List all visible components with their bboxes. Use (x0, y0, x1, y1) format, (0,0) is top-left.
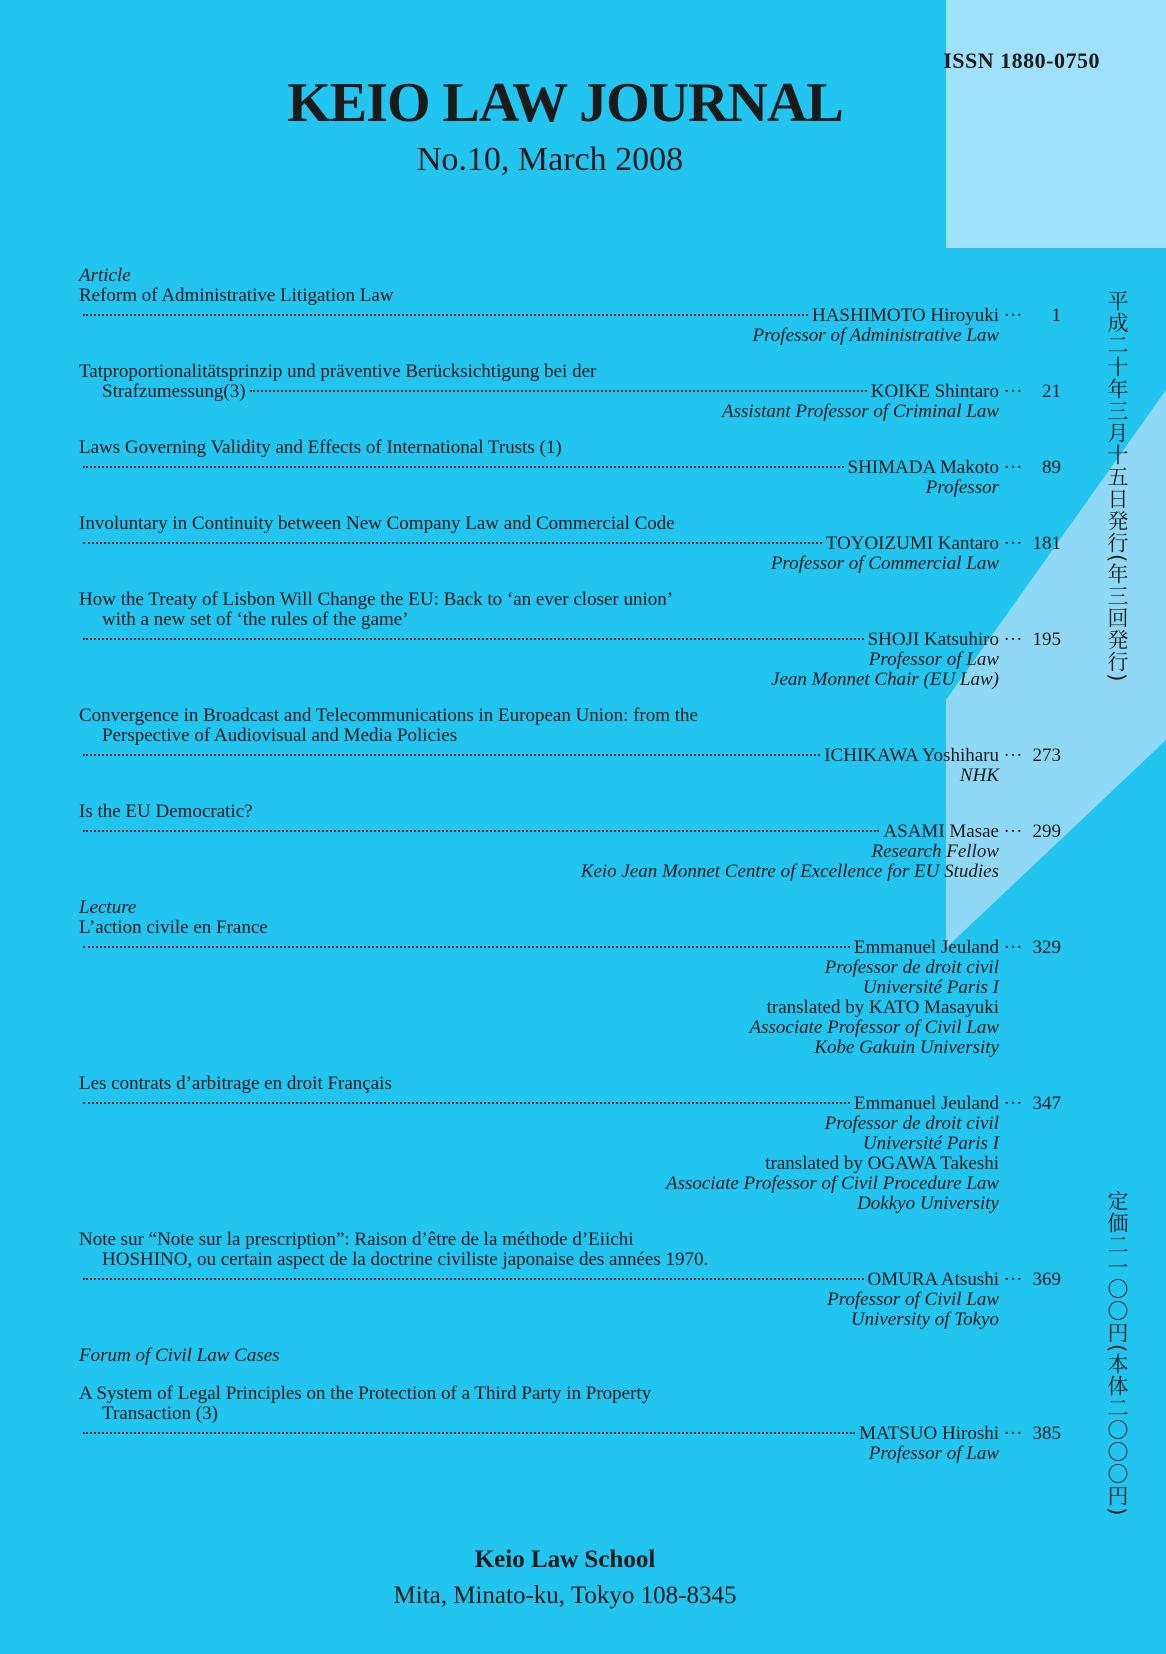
toc-entry[interactable] (79, 706, 1061, 786)
entry-title: L’action civile en France (79, 917, 268, 938)
entry-title-continued: HOSHINO, ou certain aspect de la doctrine civiliste japonaise des années 1970. (102, 1249, 709, 1270)
leader-line (79, 1094, 1061, 1114)
vertical-price: 定価二一〇〇円(本体二〇〇〇円) (1105, 1190, 1129, 1517)
affiliation: Assistant Professor of Criminal Law (722, 401, 999, 422)
toc-entry[interactable] (79, 590, 1061, 690)
page-number: 329 (1032, 937, 1061, 958)
affiliation: Dokkyo University (857, 1193, 999, 1214)
affiliation: Professor de droit civil (824, 957, 999, 978)
entry-title: Laws Governing Validity and Effects of International Trusts (1) (79, 437, 562, 458)
author: MATSUO Hiroshi (859, 1423, 999, 1444)
toc-entry[interactable] (79, 362, 1061, 422)
affiliation: Université Paris I (862, 977, 999, 998)
page-number: 273 (1032, 745, 1061, 766)
ellipsis: ··· (1003, 629, 1023, 650)
affiliation: Jean Monnet Chair (EU Law) (771, 669, 999, 690)
leader-line (79, 458, 1061, 478)
author: Emmanuel Jeuland (853, 1093, 999, 1114)
toc-entry[interactable] (79, 918, 1061, 1058)
publisher-address: Mita, Minato-ku, Tokyo 108-8345 (393, 1582, 737, 1609)
affiliation: Professor de droit civil (824, 1113, 999, 1134)
entry-title: Is the EU Democratic? (79, 801, 253, 822)
dot-leader (83, 1432, 855, 1434)
affiliation: Associate Professor of Civil Procedure Law (665, 1173, 999, 1194)
author: ICHIKAWA Yoshiharu (824, 745, 999, 766)
dot-leader (250, 390, 867, 392)
affiliation: Professor of Civil Law (827, 1289, 999, 1310)
entry-title: A System of Legal Principles on the Protection of a Third Party in Property (79, 1383, 652, 1404)
entry-title-continued: with a new set of ‘the rules of the game’ (102, 609, 409, 630)
ellipsis: ··· (1003, 1269, 1023, 1290)
leader-line (79, 746, 1061, 766)
dot-leader (83, 314, 808, 316)
affiliation: Professor of Law (868, 1443, 999, 1464)
section-label: Lecture (79, 897, 137, 918)
affiliation: Professor of Law (868, 649, 999, 670)
issn: ISSN 1880-0750 (943, 48, 1100, 73)
leader-line (79, 1424, 1061, 1444)
author: ASAMI Masae (883, 821, 999, 842)
dot-leader (83, 830, 879, 832)
author: TOYOIZUMI Kantaro (825, 533, 999, 554)
ellipsis: ··· (1003, 381, 1023, 402)
dot-leader (83, 1102, 850, 1104)
ellipsis: ··· (1003, 1423, 1023, 1444)
page-number: 21 (1042, 381, 1061, 402)
affiliation: Professor of Commercial Law (770, 553, 999, 574)
author: KOIKE Shintaro (870, 381, 999, 402)
leader-line (79, 630, 1061, 650)
leader-line (79, 938, 1061, 958)
page-number: 347 (1032, 1093, 1061, 1114)
author: HASHIMOTO Hiroyuki (811, 305, 999, 326)
entry-title: Les contrats d’arbitrage en droit Français (79, 1073, 392, 1094)
dot-leader (83, 1278, 864, 1280)
dot-leader (83, 946, 850, 948)
ellipsis: ··· (1003, 533, 1023, 554)
ellipsis: ··· (1003, 821, 1023, 842)
page-number: 89 (1042, 457, 1061, 478)
toc-entry[interactable] (79, 1074, 1061, 1214)
leader-line (79, 382, 1061, 402)
entry-title: Reform of Administrative Litigation Law (79, 285, 394, 306)
entry-title-continued: Perspective of Audiovisual and Media Policies (102, 725, 458, 746)
toc-entry[interactable] (79, 1384, 1061, 1464)
affiliation: Professor of Administrative Law (752, 325, 999, 346)
publisher-name: Keio Law School (474, 1546, 656, 1573)
section-label: Article (79, 265, 131, 286)
author: SHIMADA Makoto (847, 457, 999, 478)
section-label: Forum of Civil Law Cases (79, 1345, 280, 1366)
issue-info: No.10, March 2008 (416, 141, 684, 178)
entry-title: Convergence in Broadcast and Telecommunications in European Union: from the (79, 705, 698, 726)
ellipsis: ··· (1003, 937, 1023, 958)
author: Emmanuel Jeuland (853, 937, 999, 958)
ellipsis: ··· (1003, 1093, 1023, 1114)
leader-line (79, 306, 1061, 326)
affiliation: University of Tokyo (850, 1309, 999, 1330)
ellipsis: ··· (1003, 305, 1023, 326)
dot-leader (83, 638, 864, 640)
page-number: 385 (1032, 1423, 1061, 1444)
toc-entry[interactable] (79, 514, 1061, 574)
page-number: 299 (1032, 821, 1061, 842)
entry-title: Involuntary in Continuity between New Company Law and Commercial Code (79, 513, 675, 534)
page-number: 369 (1032, 1269, 1061, 1290)
dot-leader (83, 542, 822, 544)
page-number: 181 (1032, 533, 1061, 554)
table-of-contents (79, 266, 1061, 1480)
affiliation: Université Paris I (862, 1133, 999, 1154)
toc-entry[interactable] (79, 286, 1061, 346)
translator: translated by OGAWA Takeshi (765, 1153, 999, 1174)
entry-title-continued: Transaction (3) (102, 1403, 218, 1424)
vertical-publication-date: 平成二十年三月十五日発行(年三回発行) (1105, 290, 1129, 683)
affiliation: Keio Jean Monnet Centre of Excellence for EU Studies (580, 861, 999, 882)
affiliation: Professor (925, 477, 999, 498)
leader-line (79, 534, 1061, 554)
affiliation: Kobe Gakuin University (814, 1037, 999, 1058)
leader-line (79, 822, 1061, 842)
ellipsis: ··· (1003, 457, 1023, 478)
page-number: 1 (1051, 305, 1061, 326)
ellipsis: ··· (1003, 745, 1023, 766)
entry-title-continued: Strafzumessung(3) (102, 381, 246, 402)
translator: translated by KATO Masayuki (766, 997, 999, 1018)
entry-title: How the Treaty of Lisbon Will Change the EU: Back to ‘an ever closer union’ (79, 589, 674, 610)
toc-entry[interactable] (79, 1230, 1061, 1330)
entry-title: Tatproportionalitätsprinzip und präventive Berücksichtigung bei der (79, 361, 597, 382)
dot-leader (83, 466, 844, 468)
toc-entry[interactable] (79, 802, 1061, 882)
author: SHOJI Katsuhiro (867, 629, 999, 650)
leader-line (79, 1270, 1061, 1290)
page-number: 195 (1032, 629, 1061, 650)
entry-title: Note sur “Note sur la prescription”: Raison d’être de la méthode d’Eiichi (79, 1229, 634, 1250)
journal-title: KEIO LAW JOURNAL (287, 72, 843, 134)
toc-entry[interactable] (79, 438, 1061, 498)
author: OMURA Atsushi (867, 1269, 999, 1290)
dot-leader (83, 754, 820, 756)
affiliation: Associate Professor of Civil Law (749, 1017, 999, 1038)
affiliation: Research Fellow (871, 841, 999, 862)
affiliation: NHK (959, 765, 999, 786)
